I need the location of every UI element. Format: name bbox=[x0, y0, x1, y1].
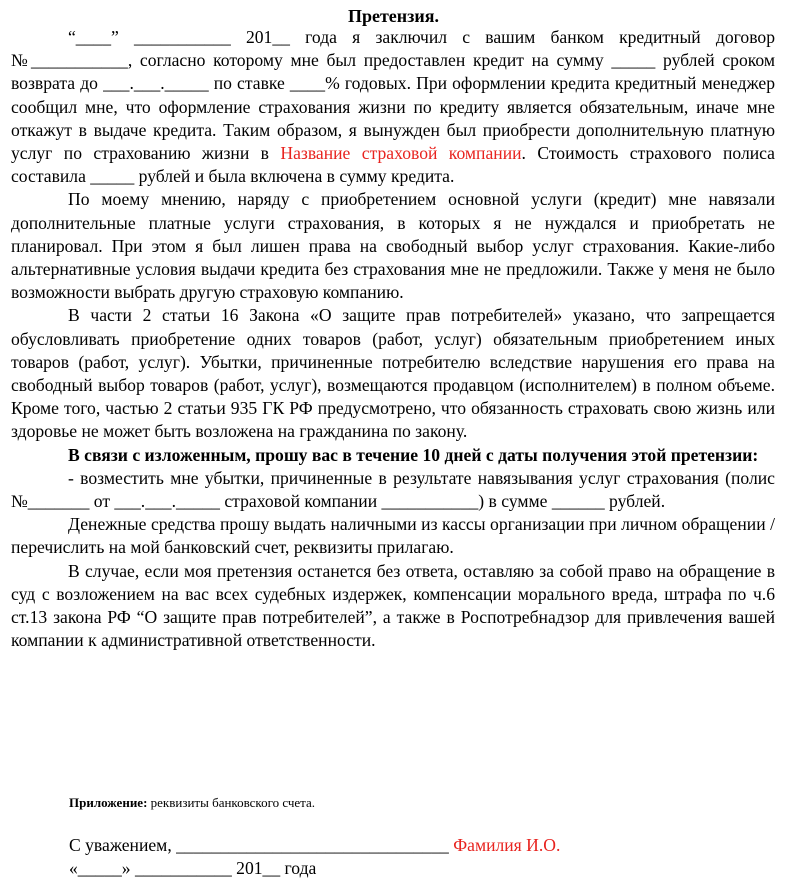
paragraph-law-reference: В части 2 статьи 16 Закона «О защите прав потребителей» указано, что запрещается обусловливать приобретение одних товаров (работ, услуг) обязательным приобретением иных товаров (работ, услуг). Убытки, причиненные потребителю вследствие нарушения его права на свободный выбор товаров (работ, услуг), возмещаются продавцом (исполнителем) в полном объеме. Кроме того, частью 2 статьи 935 ГК РФ предусмотрено, что обязанность страховать свою жизнь или здоровье не может быть возложена на гражданина по закону. bbox=[11, 305, 775, 442]
insurance-company-placeholder: Название страховой компании bbox=[280, 143, 522, 164]
paragraph-demand-compensation: - возместить мне убытки, причиненные в результате навязывания услуг страхования (полис №_______ от ___.___._____ страховой компании ___________) в сумме ______ рублей. bbox=[11, 467, 775, 512]
appendix-text: реквизиты банковского счета. bbox=[147, 795, 316, 810]
appendix-line bbox=[69, 795, 315, 811]
paragraph-contract-text: “____” ___________ 201__ года я заключил с вашим банком кредитный договор №___________, согласно которому мне был предоставлен кредит на сумму _____ рублей сроком возврата до ___.___._____ по ставке ____% годовых. При оформлении кредита кредитный менеджер сообщил мне, что оформление страхования жизни по кредиту является обязательным, иначе мне откажут в выдаче кредита. Таким образом, я вынужден был приобрести дополнительную платную услуг по страхованию жизни в bbox=[11, 27, 775, 164]
paragraph-contract-cost: . Стоимость страхового полиса составила _____ рублей и была включена в сумму кредита. bbox=[11, 143, 775, 187]
signature-line bbox=[69, 834, 769, 857]
document-body bbox=[11, 26, 775, 652]
paragraph-request: В связи с изложенным, прошу вас в течение 10 дней с даты получения этой претензии: bbox=[68, 444, 759, 465]
signature-date: «_____» ___________ 201__ года bbox=[69, 858, 317, 879]
signature-name-placeholder: Фамилия И.О. bbox=[453, 835, 561, 855]
signature-greeting: С уважением, _______________________________ bbox=[69, 835, 449, 855]
appendix-label: Приложение: bbox=[69, 795, 148, 810]
paragraph-payment-method: Денежные средства прошу выдать наличными из кассы организации при личном обращении / перечислить на мой банковский счет, реквизиты прилагаю. bbox=[11, 514, 775, 558]
paragraph-imposed-services: По моему мнению, наряду с приобретением основной услуги (кредит) мне навязали дополнительные платные услуги страхования, в которых я не нуждался и приобретать не планировал. При этом я был лишен права на свободный выбор услуг страхования. Какие-либо альтернативные условия выдачи кредита без страхования мне не предложили. Также у меня не было возможности выбрать другую страховую компанию. bbox=[11, 189, 775, 303]
paragraph-contract bbox=[11, 26, 775, 188]
signature-block bbox=[69, 834, 769, 880]
paragraph-court-warning: В случае, если моя претензия останется без ответа, оставляю за собой право на обращение в суд с возложением на вас всех судебных издержек, компенсации морального вреда, штрафа по ч.6 ст.13 закона РФ “О защите прав потребителей”, а также в Роспотребнадзор для привлечения вашей компании к административной ответственности. bbox=[11, 560, 775, 651]
document-title: Претензия. bbox=[347, 6, 440, 26]
